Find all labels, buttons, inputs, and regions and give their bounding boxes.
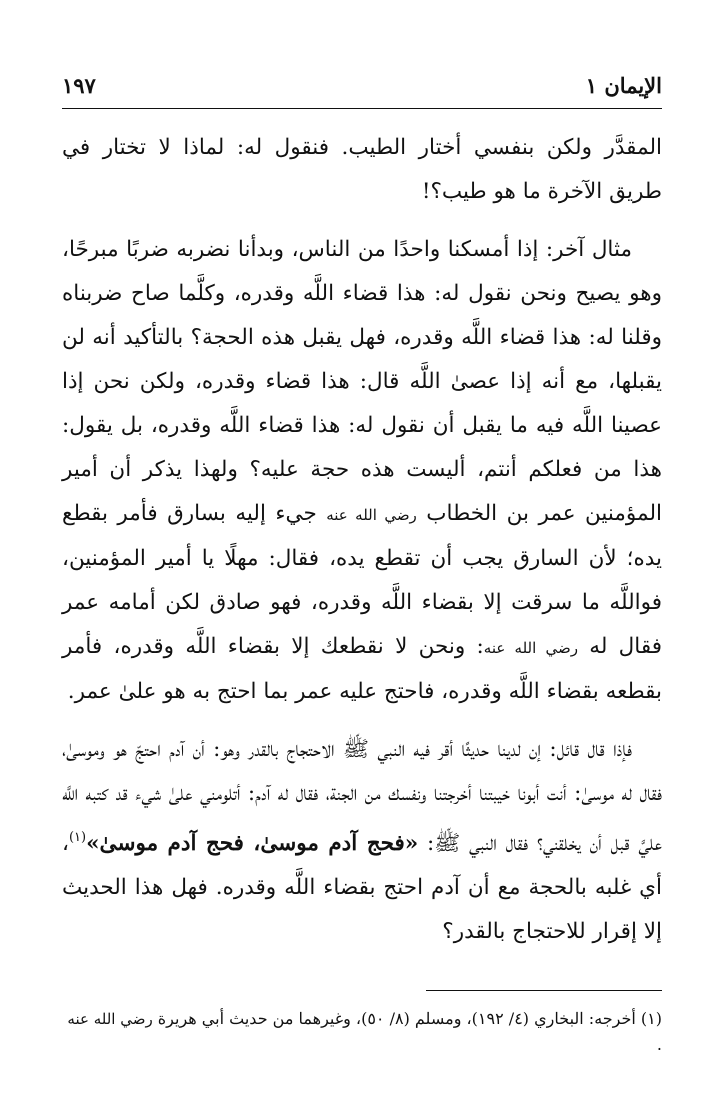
main-text bbox=[62, 126, 662, 954]
footnote-divider bbox=[426, 990, 662, 991]
footnote bbox=[62, 1006, 662, 1058]
paragraph-3-text-b: الاحتجاج بالقدر وهو: أن آدم احتجّ هو وموسىٰ، فقال له موسىٰ: أنت أبونا خيبتنا أخرجتنا ونفسك من الجنة، فقال له آدم: أتلومني علىٰ شيء قد كتبه اللَّه عليَّ قبل أن يخلقني؟ فقال النبي bbox=[62, 737, 663, 856]
header-divider bbox=[62, 108, 662, 109]
book-title: الإيمان ١ bbox=[585, 73, 662, 98]
salawat-symbol-1: ﷺ bbox=[342, 737, 369, 762]
paragraph-3-text-c: : bbox=[418, 831, 435, 856]
footnote-marker: (١) bbox=[68, 830, 87, 845]
paragraph-2-text-a: مثال آخر: إذا أمسكنا واحدًا من الناس، وبدأنا نضربه ضربًا مبرحًا، وهو يصيح ونحن نقول له: هذا قضاء اللَّه وقدره، وكلَّما صاح ضربناه وقلنا له: هذا قضاء اللَّه وقدره، فهل يقبل هذه الحجة؟ بالتأكيد أنه لن يقبلها، مع أنه إذا عصىٰ اللَّه قال: هذا قضاء وقدره، ولكن نحن إذا عصينا اللَّه فيه ما يقبل أن نقول له: هذا قضاء اللَّه وقدره، بل يقول: هذا من فعلكم أنتم، أليست هذه حجة عليه؟ ولهذا يذكر أن أمير المؤمنين عمر بن الخطاب bbox=[62, 237, 662, 526]
honorific-radiallahu-2: رضي الله عنه bbox=[483, 639, 578, 657]
paragraph-1-text: المقدَّر ولكن بنفسي أختار الطيب. فنقول له: لماذا لا تختار في طريق الآخرة ما هو طيب؟! bbox=[62, 135, 662, 204]
page-number: ١٩٧ bbox=[62, 73, 96, 98]
running-header bbox=[62, 58, 662, 98]
paragraph-3 bbox=[62, 728, 662, 954]
paragraph-2-text-b: جيء إليه بسارق فأمر بقطع يده؛ لأن السارق يجب أن تقطع يده، فقال: مهلًا يا أمير المؤمنين، فواللَّه ما سرقت إلا بقضاء اللَّه وقدره، فهو صادق لكن أمامه عمر فقال له bbox=[62, 501, 662, 659]
paragraph-3-text-d: ، أي غلبه بالحجة مع أن آدم احتج بقضاء اللَّه وقدره. فهل هذا الحديث إلا إقرار للاحتجاج بالقدر؟ bbox=[62, 831, 662, 944]
footnote-honorific: رضي الله عنه bbox=[67, 1010, 153, 1028]
hadith-quote: «فحج آدم موسىٰ، فحج آدم موسىٰ» bbox=[86, 831, 419, 856]
footnote-end: . bbox=[656, 1035, 662, 1054]
salawat-symbol-2: ﷺ bbox=[434, 831, 461, 856]
paragraph-1 bbox=[62, 126, 662, 214]
paragraph-2 bbox=[62, 228, 662, 714]
footnote-text: (١) أخرجه: البخاري (٤/ ١٩٢)، ومسلم (٨/ ٥٠)، وغيرهما من حديث أبي هريرة bbox=[152, 1009, 662, 1028]
paragraph-2-text-c: : ونحن لا نقطعك إلا بقضاء اللَّه وقدره، فأمر بقطعه بقضاء اللَّه وقدره، فاحتج عليه عمر بما احتج به هو علىٰ عمر. bbox=[62, 634, 662, 704]
honorific-radiallahu-1: رضي الله عنه bbox=[326, 506, 417, 524]
paragraph-3-text-a: فإذا قال قائل: إن لدينا حديثًا أقر فيه النبي bbox=[368, 737, 632, 762]
